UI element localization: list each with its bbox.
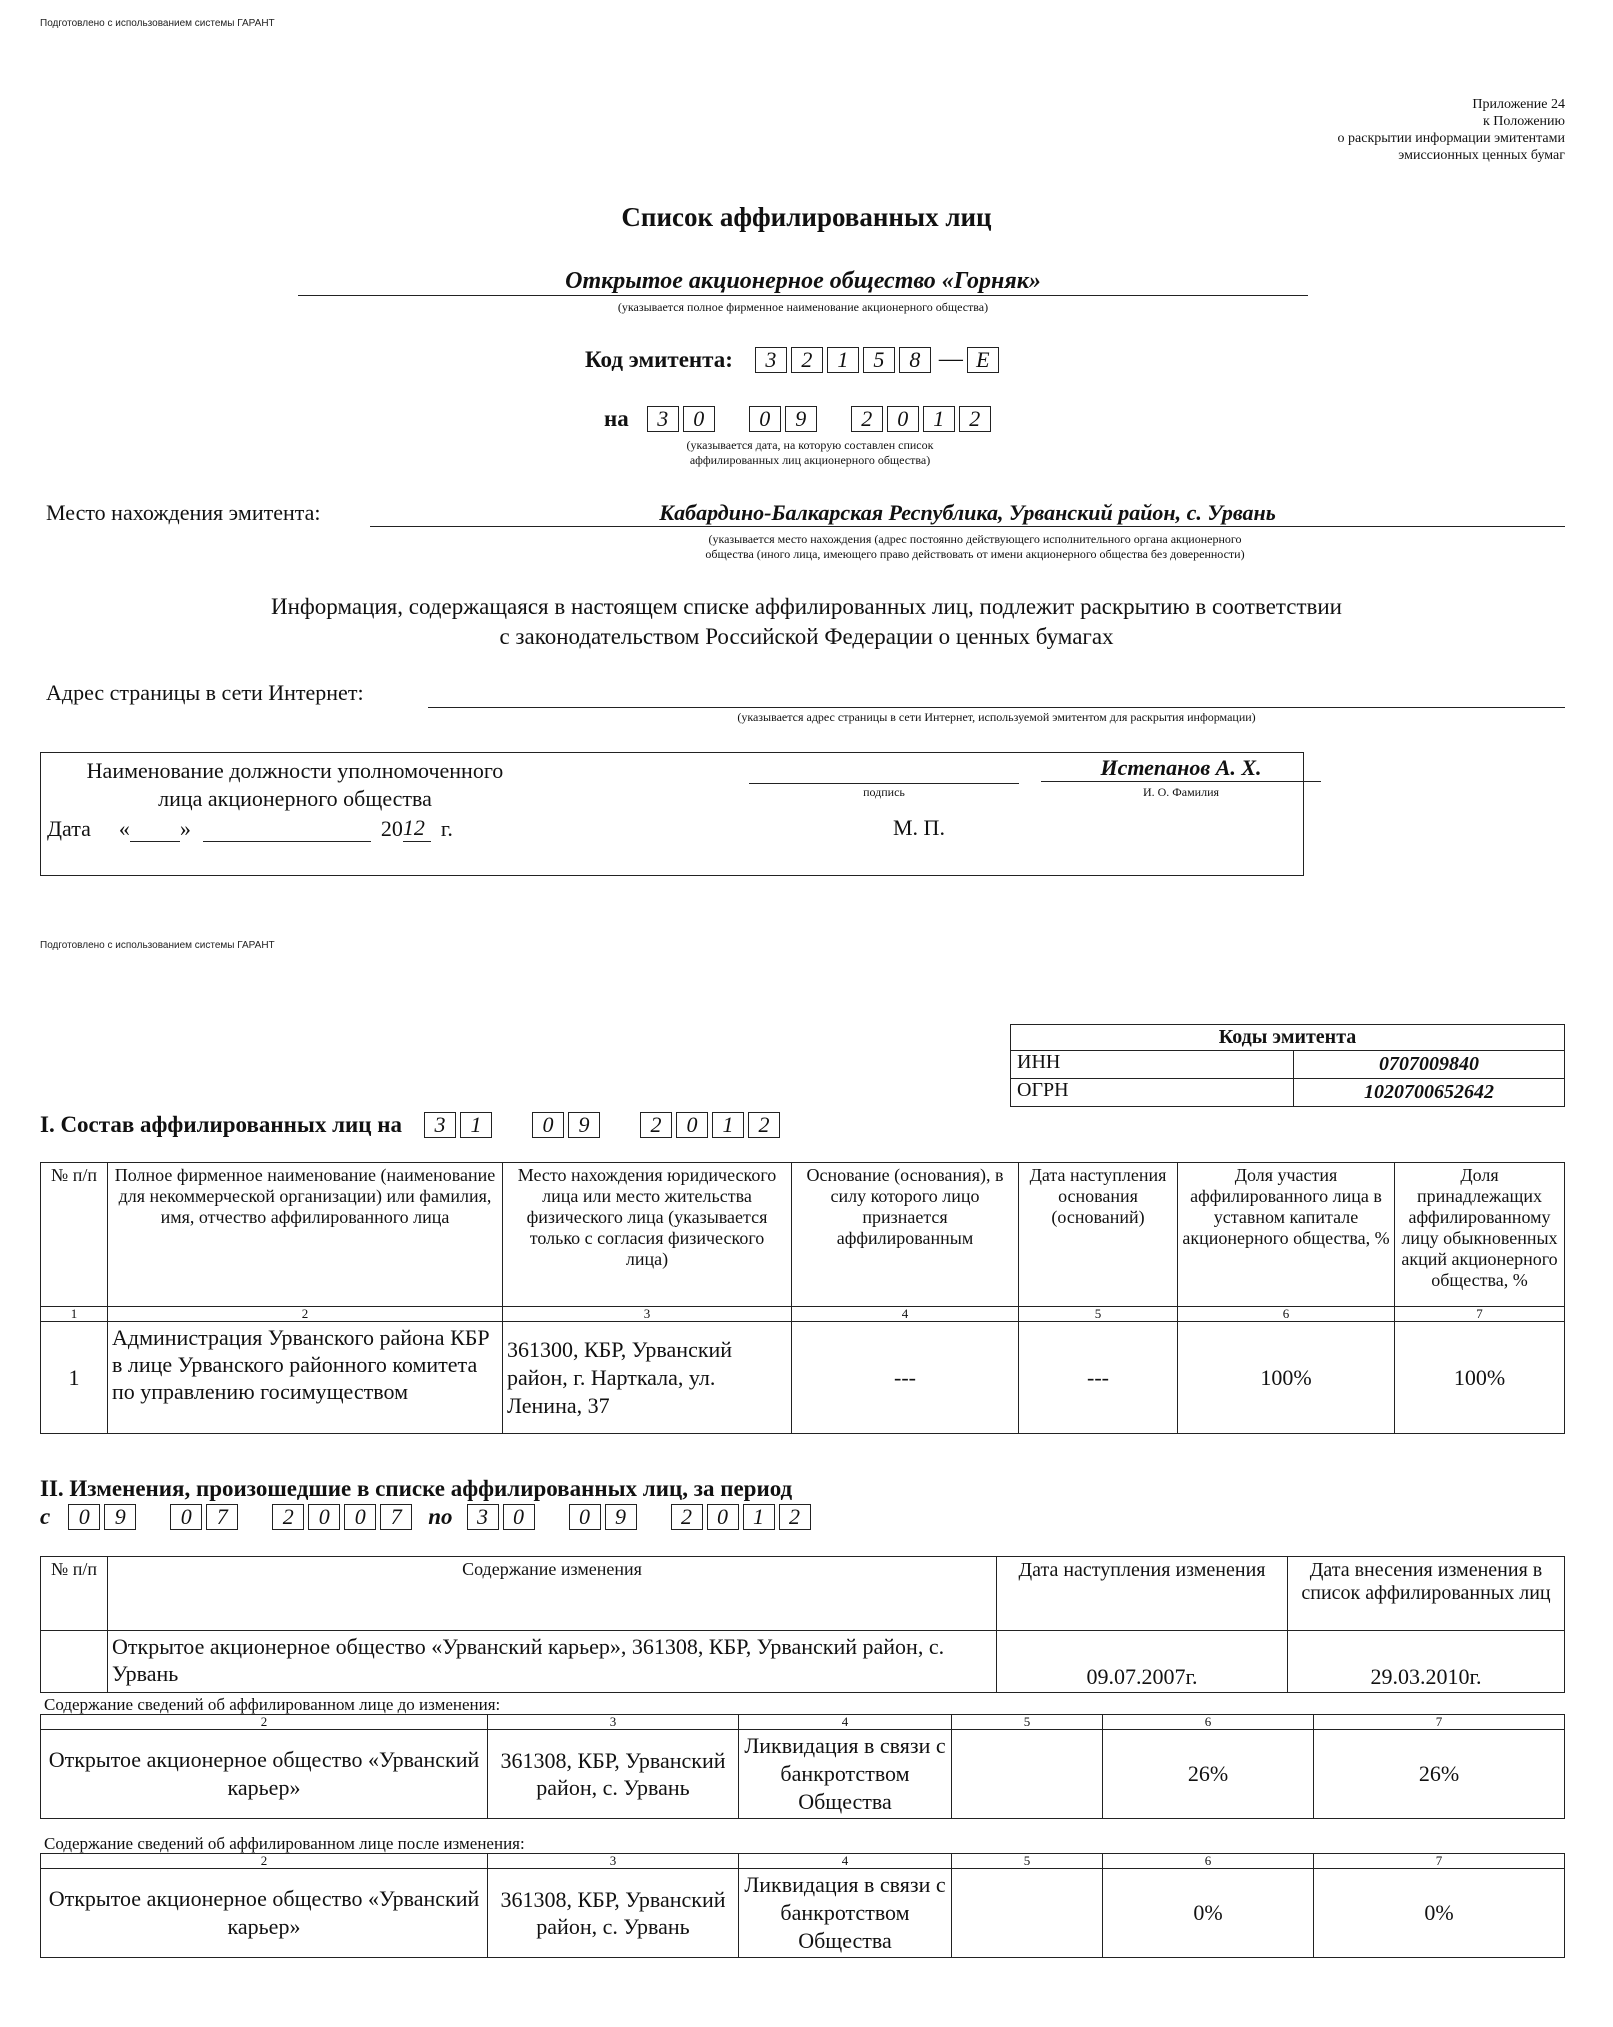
page-title: Список аффилированных лиц xyxy=(621,202,992,232)
affiliate-date xyxy=(952,1869,1103,1958)
company-note: (указывается полное фирменное наименование акционерного общества) xyxy=(617,300,989,314)
date-label: Дата xyxy=(47,816,91,841)
digit-box: 0 xyxy=(676,1112,708,1138)
digit-box: 1 xyxy=(743,1504,775,1530)
signatory-name-note: И. О. Фамилия xyxy=(1142,785,1220,799)
code-label: ОГРН xyxy=(1011,1079,1294,1107)
col-number: 4 xyxy=(739,1854,952,1869)
digit-box: 7 xyxy=(206,1504,238,1530)
col-number: 1 xyxy=(41,1307,108,1322)
digit-box: 0 xyxy=(532,1112,564,1138)
signature-note: подпись xyxy=(863,785,905,799)
code-value: 0707009840 xyxy=(1294,1051,1565,1079)
period-to-label: по xyxy=(428,1504,453,1529)
after-table xyxy=(40,1853,1565,1958)
appendix-line: Приложение 24 xyxy=(1472,97,1565,112)
digit-box: 9 xyxy=(104,1504,136,1530)
col-number: 3 xyxy=(503,1307,792,1322)
issuer-code-digits xyxy=(755,347,935,373)
disclosure-line: с законодательством Российской Федерации о ценных бумагах xyxy=(499,624,1114,649)
as-of-note xyxy=(640,438,980,468)
row-number: 1 xyxy=(41,1322,108,1434)
affiliate-address: 361300, КБР, Урванский район, г. Нарткала, ул. Ленина, 37 xyxy=(503,1322,792,1434)
col-number: 3 xyxy=(488,1715,739,1730)
issuer-code xyxy=(585,346,1003,373)
period-from-day xyxy=(68,1504,140,1530)
col-header: Полное фирменное наименование (наименование для некоммерческой организации) или фамилия, имя, отчество аффилированного лица xyxy=(108,1163,503,1307)
location-label: Место нахождения эмитента: xyxy=(46,500,321,525)
quote-open: « xyxy=(118,816,130,841)
table-row xyxy=(41,1631,1565,1693)
code-label: ИНН xyxy=(1011,1051,1294,1079)
affiliate-date: --- xyxy=(1019,1322,1178,1434)
issuer-code-dash: — xyxy=(938,346,963,372)
digit-box: 0 xyxy=(344,1504,376,1530)
as-of-date xyxy=(604,406,995,432)
digit-box: 0 xyxy=(569,1504,601,1530)
digit-box: 0 xyxy=(683,406,715,432)
col-number: 6 xyxy=(1178,1307,1395,1322)
before-table xyxy=(40,1714,1565,1819)
garant-note: Подготовлено с использованием системы ГАРАНТ xyxy=(40,18,275,29)
garant-note: Подготовлено с использованием системы ГАРАНТ xyxy=(40,940,275,951)
period-to-year xyxy=(671,1504,815,1530)
issuer-code-suffix: E xyxy=(967,347,999,373)
digit-box: 9 xyxy=(568,1112,600,1138)
digit-box: 2 xyxy=(791,347,823,373)
digit-box: 2 xyxy=(748,1112,780,1138)
digit-box: 2 xyxy=(272,1504,304,1530)
digit-box: 1 xyxy=(827,347,859,373)
website-note: (указывается адрес страницы в сети Интернет, используемой эмитентом для раскрытия информации) xyxy=(737,710,1256,724)
month-field xyxy=(203,819,371,842)
section1-month xyxy=(532,1112,604,1138)
col-header: Доля участия аффилированного лица в уставном капитале акционерного общества, % xyxy=(1178,1163,1395,1307)
affiliate-basis: Ликвидация в связи с банкротством Общества xyxy=(739,1869,952,1958)
col-number: 2 xyxy=(108,1307,503,1322)
digit-box: 5 xyxy=(863,347,895,373)
period-from-month xyxy=(170,1504,242,1530)
digit-box: 1 xyxy=(923,406,955,432)
digit-box: 0 xyxy=(749,406,781,432)
col-header: Дата наступления изменения xyxy=(997,1557,1288,1631)
change-content: Открытое акционерное общество «Урванский карьер», 361308, КБР, Урванский район, с. Урвань xyxy=(108,1631,997,1693)
digit-box: 0 xyxy=(170,1504,202,1530)
col-header: Основание (основания), в силу которого лицо признается аффилированным xyxy=(792,1163,1019,1307)
digit-box: 9 xyxy=(605,1504,637,1530)
as-of-day xyxy=(647,406,719,432)
changes-table xyxy=(40,1556,1565,1693)
as-of-month xyxy=(749,406,821,432)
signature-box xyxy=(40,752,1304,876)
section1-day xyxy=(424,1112,496,1138)
table-row xyxy=(41,1322,1565,1434)
date-row xyxy=(47,815,453,842)
position-title xyxy=(55,757,535,813)
change-date: 09.07.2007г. xyxy=(997,1631,1288,1693)
before-label: Содержание сведений об аффилированном лице до изменения: xyxy=(44,1695,501,1714)
affiliate-basis: --- xyxy=(792,1322,1019,1434)
signatory-name: Истепанов А. Х. xyxy=(1041,755,1321,782)
affiliate-basis: Ликвидация в связи с банкротством Общества xyxy=(739,1730,952,1819)
col-number: 5 xyxy=(952,1854,1103,1869)
col-number: 7 xyxy=(1314,1854,1565,1869)
issuer-codes-title: Коды эмитента xyxy=(1011,1025,1565,1051)
period-from-year xyxy=(272,1504,416,1530)
website-label: Адрес страницы в сети Интернет: xyxy=(46,680,364,705)
website-field xyxy=(428,680,1565,708)
section1-title: I. Состав аффилированных лиц на xyxy=(40,1112,403,1137)
col-number: 4 xyxy=(739,1715,952,1730)
digit-box: 2 xyxy=(959,406,991,432)
as-of-note-line: аффилированных лиц акционерного общества) xyxy=(689,453,931,467)
signature-line xyxy=(749,757,1019,784)
digit-box: 7 xyxy=(380,1504,412,1530)
digit-box: 2 xyxy=(640,1112,672,1138)
period-to-day xyxy=(467,1504,539,1530)
col-number: 7 xyxy=(1395,1307,1565,1322)
col-header: № п/п xyxy=(41,1163,108,1307)
share-capital: 0% xyxy=(1103,1869,1314,1958)
digit-box: 0 xyxy=(707,1504,739,1530)
affiliate-name: Открытое акционерное общество «Урванский карьер» xyxy=(41,1869,488,1958)
digit-box: 3 xyxy=(467,1504,499,1530)
digit-box: 2 xyxy=(671,1504,703,1530)
col-header: № п/п xyxy=(41,1557,108,1631)
share-stock: 0% xyxy=(1314,1869,1565,1958)
col-number: 2 xyxy=(41,1854,488,1869)
as-of-year xyxy=(851,406,995,432)
period-from-label: с xyxy=(40,1504,51,1529)
location-note xyxy=(560,532,1390,562)
appendix-note xyxy=(1338,96,1565,164)
appendix-line: к Положению xyxy=(1482,114,1565,129)
digit-box: 0 xyxy=(308,1504,340,1530)
year-unit: г. xyxy=(440,816,453,841)
code-value: 1020700652642 xyxy=(1294,1079,1565,1107)
appendix-line: о раскрытии информации эмитентами xyxy=(1337,131,1565,146)
col-number: 4 xyxy=(792,1307,1019,1322)
col-header: Дата наступления основания (оснований) xyxy=(1019,1163,1178,1307)
digit-box: 1 xyxy=(712,1112,744,1138)
section1-heading xyxy=(40,1112,784,1138)
section2-title: II. Изменения, произошедшие в списке аффилированных лиц, за период xyxy=(40,1476,793,1501)
col-number: 5 xyxy=(952,1715,1103,1730)
col-number: 2 xyxy=(41,1715,488,1730)
col-number: 6 xyxy=(1103,1715,1314,1730)
position-line: Наименование должности уполномоченного xyxy=(86,758,504,783)
table-row xyxy=(41,1869,1565,1958)
stamp-place: М. П. xyxy=(893,815,945,840)
share-capital: 26% xyxy=(1103,1730,1314,1819)
affiliate-name: Открытое акционерное общество «Урванский карьер» xyxy=(41,1730,488,1819)
affiliates-table xyxy=(40,1162,1565,1434)
digit-box: 1 xyxy=(460,1112,492,1138)
location-value: Кабардино-Балкарская Республика, Урванский район, с. Урвань xyxy=(370,500,1565,527)
digit-box: 3 xyxy=(755,347,787,373)
day-field xyxy=(130,819,180,842)
digit-box: 2 xyxy=(851,406,883,432)
quote-close: » xyxy=(179,816,191,841)
as-of-note-line: (указывается дата, на которую составлен список xyxy=(686,438,934,452)
as-of-label: на xyxy=(604,406,629,431)
digit-box: 2 xyxy=(779,1504,811,1530)
col-header: Место нахождения юридического лица или место жительства физического лица (указывается только с согласия физического лица) xyxy=(503,1163,792,1307)
position-line: лица акционерного общества xyxy=(158,786,432,811)
digit-box: 8 xyxy=(899,347,931,373)
col-number: 6 xyxy=(1103,1854,1314,1869)
digit-box: 3 xyxy=(647,406,679,432)
section1-year xyxy=(640,1112,784,1138)
location-note-line: общества (иного лица, имеющего право действовать от имени акционерного общества без доверенности) xyxy=(705,547,1245,561)
location-note-line: (указывается место нахождения (адрес постоянно действующего исполнительного органа акционерного xyxy=(708,532,1242,546)
digit-box: 9 xyxy=(785,406,817,432)
share-stock: 100% xyxy=(1395,1322,1565,1434)
company-name: Открытое акционерное общество «Горняк» xyxy=(298,268,1308,296)
col-header: Дата внесения изменения в список аффилированных лиц xyxy=(1288,1557,1565,1631)
affiliate-name: Администрация Урванского района КБР в лице Урванского районного комитета по управлению госимуществом xyxy=(108,1322,503,1434)
period-to-month xyxy=(569,1504,641,1530)
row-number xyxy=(41,1631,108,1693)
col-header: Содержание изменения xyxy=(108,1557,997,1631)
affiliate-address: 361308, КБР, Урванский район, с. Урвань xyxy=(488,1869,739,1958)
year-prefix: 20 xyxy=(380,816,403,841)
section2-period xyxy=(40,1504,815,1530)
year-suffix: 12 xyxy=(403,815,431,842)
entry-date: 29.03.2010г. xyxy=(1288,1631,1565,1693)
appendix-line: эмиссионных ценных бумаг xyxy=(1398,148,1565,163)
disclosure-text xyxy=(0,592,1613,652)
col-number: 3 xyxy=(488,1854,739,1869)
col-number: 5 xyxy=(1019,1307,1178,1322)
digit-box: 0 xyxy=(887,406,919,432)
after-label: Содержание сведений об аффилированном лице после изменения: xyxy=(44,1834,525,1853)
digit-box: 0 xyxy=(68,1504,100,1530)
digit-box: 0 xyxy=(503,1504,535,1530)
affiliate-date xyxy=(952,1730,1103,1819)
share-capital: 100% xyxy=(1178,1322,1395,1434)
table-row xyxy=(41,1730,1565,1819)
disclosure-line: Информация, содержащаяся в настоящем списке аффилированных лиц, подлежит раскрытию в соответствии xyxy=(270,594,1342,619)
col-number: 7 xyxy=(1314,1715,1565,1730)
share-stock: 26% xyxy=(1314,1730,1565,1819)
affiliate-address: 361308, КБР, Урванский район, с. Урвань xyxy=(488,1730,739,1819)
issuer-code-label: Код эмитента: xyxy=(585,346,733,372)
col-header: Доля принадлежащих аффилированному лицу обыкновенных акций акционерного общества, % xyxy=(1395,1163,1565,1307)
digit-box: 3 xyxy=(424,1112,456,1138)
issuer-codes-table xyxy=(1010,1024,1565,1107)
